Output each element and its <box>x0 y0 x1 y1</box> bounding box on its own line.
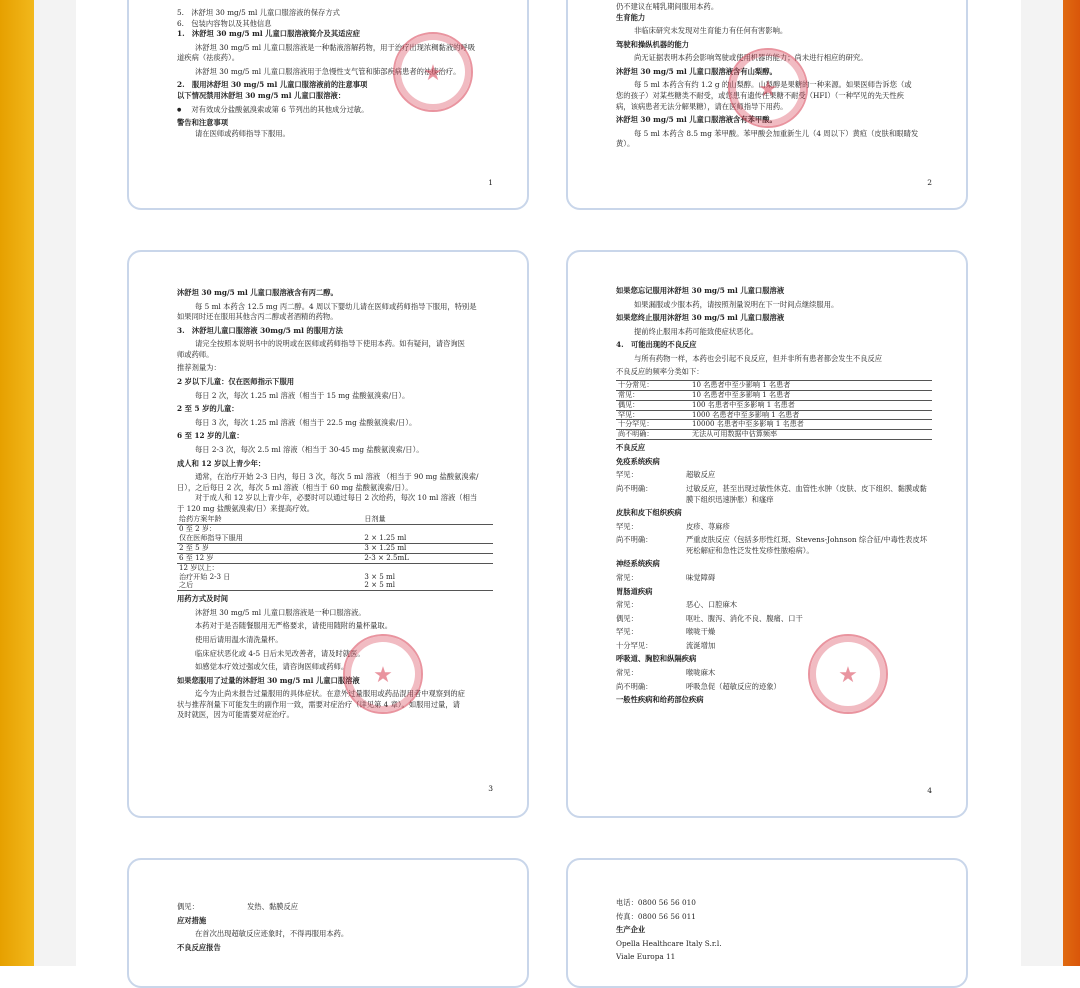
adr-text: 发热、黏膜反应 <box>247 902 299 911</box>
text-line: 每日 2 次，每次 1.25 ml 溶液（相当于 15 mg 盐酸氨溴索/日）。 <box>195 390 410 400</box>
adr-row <box>616 614 932 625</box>
fertility-heading: 生育能力 <box>616 12 646 22</box>
text-line: 迄今为止尚未报告过量服用的具体症状。在意外过量服用或药品混用者中观察到的症 <box>195 689 465 699</box>
leaflet-page-6 <box>566 858 968 988</box>
leaflet-page-1 <box>127 0 529 210</box>
adr-frequency: 十分罕见： <box>616 640 653 650</box>
text-line: 仍不建议在哺乳期间服用本药。 <box>616 2 719 11</box>
measures-heading: 应对措施 <box>177 915 207 925</box>
propylene-heading: 沐舒坦 30 mg/5 ml 儿童口服溶液含有丙二醇。 <box>177 288 338 297</box>
table-cell: 十分罕见： <box>616 420 690 430</box>
table-header: 日剂量 <box>364 515 493 524</box>
adr-frequency: 常见： <box>616 600 638 610</box>
fax-text: 传真：0800 56 56 011 <box>616 911 696 921</box>
right-accent-bar <box>1063 0 1080 966</box>
usage-heading: 用药方式及时间 <box>177 594 229 604</box>
page-number: 4 <box>927 786 932 795</box>
text-line: 及时就医，因为可能需要对症治疗。 <box>177 710 294 720</box>
text-line: 状与推荐剂量下可能发生的副作用一致，需要对症治疗（详见第 4 章）。如服用过量，请 <box>177 699 460 709</box>
text-line: 推荐剂量为： <box>177 363 221 373</box>
text-line: 黄）。 <box>616 139 635 149</box>
warnings-heading: 警告和注意事项 <box>177 118 229 128</box>
table-cell: 治疗开始 2-3 日 <box>179 571 231 581</box>
adr-frequency: 罕见： <box>616 627 638 637</box>
adr-row <box>616 641 932 652</box>
text-line: 师或药师。 <box>177 349 214 359</box>
benzoic-heading: 沐舒坦 30 mg/5 ml 儿童口服溶液含有苯甲酸。 <box>616 115 777 125</box>
adr-text: 味觉障碍 <box>686 572 716 582</box>
text-line: 每日 3 次，每次 1.25 ml 溶液（相当于 22.5 mg 盐酸氨溴索/日）。 <box>195 417 417 427</box>
bullet-item: ● 对有效成分盐酸氨溴索或第 6 节列出的其他成分过敏。 <box>177 105 493 116</box>
adr-row <box>616 600 932 611</box>
adr-row <box>616 535 932 556</box>
text-line: 临床症状恶化或 4-5 日后未见改善者，请及时就医。 <box>195 648 365 658</box>
text-line: 提前终止服用本药可能致使症状恶化。 <box>634 326 759 336</box>
adr-frequency: 尚不明确： <box>616 681 653 691</box>
general-heading: 一般性疾病和给药部位疾病 <box>616 695 704 705</box>
table-cell: 0 至 2 岁： <box>179 524 217 534</box>
table-cell: 仅在医师指导下服用 <box>179 533 243 543</box>
table-cell: 10 名患者中至多影响 1 名患者 <box>690 390 932 400</box>
driving-heading: 驾驶和操纵机器的能力 <box>616 39 689 49</box>
adr-row <box>616 470 932 481</box>
table-header: 给药方案年龄 <box>177 515 364 524</box>
adr-text: 过敏反应，甚至出现过敏性休克、血管性水肿（皮肤、皮下组织、黏膜或黏膜下组织迅速肿胀）和瘙痒 <box>686 483 927 504</box>
adr-text: 呕吐、腹泻、消化不良、腹痛、口干 <box>686 613 803 623</box>
adr-frequency: 尚不明确： <box>616 483 653 493</box>
page-number: 1 <box>488 178 493 187</box>
table-cell: 2 至 5 岁 <box>177 543 364 553</box>
text-line: 不良反应的频率分类如下： <box>616 367 704 377</box>
neuro-heading: 神经系统疾病 <box>616 559 660 569</box>
resp-heading: 呼吸道、胸腔和纵隔疾病 <box>616 654 697 664</box>
adr-row <box>177 902 493 913</box>
table-cell: 12 岁以上： <box>177 563 364 572</box>
text-line: 每日 2-3 次，每次 2.5 ml 溶液（相当于 30-45 mg 盐酸氨溴索/日）。 <box>195 444 424 454</box>
adr-text: 流涎增加 <box>686 640 716 650</box>
text-line: 每 5 ml 本药含 8.5 mg 苯甲酸。苯甲酸会加重新生儿（4 周以下）黄疸（皮肤和眼睛发 <box>634 128 919 138</box>
text-line: 尚无证据表明本药会影响驾驶或使用机器的能力；尚未进行相应的研究。 <box>634 53 868 63</box>
table-cell: 3 × 5 ml <box>364 571 396 581</box>
company-seal <box>728 48 808 128</box>
text-line: 请在医师或药师指导下服用。 <box>195 128 290 138</box>
text-line: 请完全按照本说明书中的说明或在医师或药师指导下使用本药。如有疑问，请咨询医 <box>195 339 465 349</box>
leaflet-page-3 <box>127 250 529 818</box>
text-line: 如感觉本疗效过强或欠佳，请咨询医师或药师。 <box>195 662 349 672</box>
section-2-heading: 2. 服用沐舒坦 30 mg/5 ml 儿童口服溶液前的注意事项 <box>177 80 368 90</box>
table-cell: 2-3 × 2.5mL <box>364 553 493 563</box>
table-cell: 无法从可用数据中估算频率 <box>690 430 932 440</box>
toc-item-5: 5. 沐舒坦 30 mg/5 ml 儿童口服溶液的保存方式 <box>177 8 340 17</box>
text-line: 道疾病（祛痰药）。 <box>177 53 240 63</box>
table-cell: 偶见： <box>616 400 690 410</box>
text-line: 如果同时还在服用其他含丙二醇或者酒精的药物。 <box>177 312 338 322</box>
page-number: 2 <box>927 178 932 187</box>
sorbitol-heading: 沐舒坦 30 mg/5 ml 儿童口服溶液含有山梨醇。 <box>616 66 777 76</box>
adr-frequency: 罕见： <box>616 470 638 480</box>
leaflet-page-2 <box>566 0 968 210</box>
adr-text: 喉咙干燥 <box>686 627 716 637</box>
adr-frequency: 常见： <box>616 572 638 582</box>
skin-heading: 皮肤和皮下组织疾病 <box>616 508 682 518</box>
adr-frequency: 偶见： <box>177 902 199 911</box>
left-margin-strip <box>34 0 76 966</box>
company-seal <box>393 32 473 112</box>
adr-text: 严重皮肤反应（包括多形性红斑、Stevens-Johnson 综合征/中毒性表皮坏死松解症和急性泛发性发疹性脓疱病）。 <box>686 535 928 555</box>
text-line: 日），之后每日 2 次，每次 5 ml 溶液（相当于 60 mg 盐酸氨溴索/日）。 <box>177 482 413 492</box>
dose-table <box>177 515 493 591</box>
phone-text: 电话：0800 56 56 010 <box>616 898 696 907</box>
adr-heading: 不良反应 <box>616 443 646 453</box>
table-cell: 3 × 1.25 ml <box>364 543 493 553</box>
table-cell: 之后 <box>177 581 364 590</box>
immune-heading: 免疫系统疾病 <box>616 456 660 466</box>
text-line: 您的孩子）对某些糖类不耐受，或您患有遗传性果糖不耐受（HFI）（一种罕见的先天性疾 <box>616 91 904 101</box>
adr-row <box>616 627 932 638</box>
text-line: 在首次出现超敏反应迹象时，不得再服用本药。 <box>195 929 349 939</box>
text-line: 如果漏服或少服本药，请按照剂量说明在下一时间点继续服用。 <box>634 299 839 309</box>
table-cell: 10000 名患者中至多影响 1 名患者 <box>690 420 932 430</box>
company-seal <box>343 634 423 714</box>
section-1-heading: 1. 沐舒坦 30 mg/5 ml 儿童口服溶液简介及其适应症 <box>177 29 361 39</box>
adr-text: 恶心、口腔麻木 <box>686 600 738 610</box>
text-line: 与所有药物一样，本药也会引起不良反应，但并非所有患者都会发生不良反应 <box>634 353 883 363</box>
toc-item-6: 6. 包装内容物以及其他信息 <box>177 18 272 28</box>
text-line: 使用后请用温水清洗量杯。 <box>195 635 283 645</box>
adr-text: 喉咙麻木 <box>686 668 716 678</box>
table-cell: 10 名患者中至少影响 1 名患者 <box>690 381 932 391</box>
report-heading: 不良反应报告 <box>177 942 221 952</box>
text-line: 对于成人和 12 岁以上青少年，必要时可以通过每日 2 次给药，每次 10 ml 溶液（相当 <box>195 493 478 503</box>
contraindication-heading: 以下情况禁用沐舒坦 30 mg/5 ml 儿童口服溶液： <box>177 91 346 101</box>
table-cell: 1000 名患者中至多影响 1 名患者 <box>690 410 932 420</box>
adr-text: 呼吸急促（超敏反应的迹象） <box>686 681 781 691</box>
manufacturer-heading: 生产企业 <box>616 925 646 935</box>
section-4-heading: 4. 可能出现的不良反应 <box>616 340 697 350</box>
dose-group-heading: 2 至 5 岁的儿童： <box>177 404 239 414</box>
forgot-heading: 如果您忘记服用沐舒坦 30 mg/5 ml 儿童口服溶液 <box>616 286 785 295</box>
text-line: 每 5 ml 本药含有约 1.2 g 的山梨醇。山梨醇是果糖的一种来源。如果医师告诉您（或 <box>634 80 912 90</box>
table-cell: 100 名患者中至多影响 1 名患者 <box>690 400 932 410</box>
stop-heading: 如果您终止服用沐舒坦 30 mg/5 ml 儿童口服溶液 <box>616 313 785 323</box>
adr-text: 超敏反应 <box>686 470 716 480</box>
text-line: 通常，在治疗开始 2-3 日内，每日 3 次，每次 5 ml 溶液 （相当于 90 mg 盐酸氨溴索/ <box>195 472 479 482</box>
adr-frequency: 尚不明确： <box>616 535 653 545</box>
dose-group-heading: 6 至 12 岁的儿童： <box>177 431 244 441</box>
table-cell: 常见： <box>616 390 690 400</box>
left-accent-bar <box>0 0 34 966</box>
adr-row <box>616 522 932 533</box>
dose-group-heading: 2 岁以下儿童：仅在医师指示下服用 <box>177 377 295 387</box>
text-line: 本药对于是否随餐服用无严格要求，请使用随附的量杯量取。 <box>195 621 393 631</box>
text-line: 沐舒坦 30 mg/5 ml 儿童口服溶液用于急慢性支气管和肺部疾病患者的祛痰治疗。 <box>195 66 461 76</box>
manufacturer-name: Opella Healthcare Italy S.r.l. <box>616 938 722 948</box>
dose-group-heading: 成人和 12 岁以上青少年： <box>177 458 266 468</box>
text-line: 于 120 mg 盐酸氨溴索/日）来提高疗效。 <box>177 503 315 513</box>
table-cell: 2 × 1.25 ml <box>364 533 407 543</box>
right-margin-strip <box>1021 0 1063 966</box>
table-cell: 尚不明确： <box>616 430 690 440</box>
section-3-heading: 3. 沐舒坦儿童口服溶液 30mg/5 ml 的服用方法 <box>177 325 343 335</box>
leaflet-page-5 <box>127 858 529 988</box>
adr-text: 皮疹、荨麻疹 <box>686 521 730 531</box>
adr-frequency: 罕见： <box>616 521 638 531</box>
table-cell: 6 至 12 岁 <box>177 553 364 563</box>
text-line: 沐舒坦 30 mg/5 ml 儿童口服溶液是一种黏液溶解药物，用于治疗出现浓稠黏液的呼吸 <box>195 42 476 52</box>
adr-frequency: 偶见： <box>616 613 638 623</box>
manufacturer-address: Viale Europa 11 <box>616 952 676 962</box>
text-line: 沐舒坦 30 mg/5 ml 儿童口服溶液是一种口服溶液。 <box>195 607 366 617</box>
text-line: 病，该病患者无法分解果糖），请在医师指导下用药。 <box>616 101 788 111</box>
table-cell: 罕见： <box>616 410 690 420</box>
overdose-heading: 如果您服用了过量的沐舒坦 30 mg/5 ml 儿童口服溶液 <box>177 675 360 685</box>
table-cell: 十分常见： <box>616 381 690 391</box>
text-line: 每 5 ml 本药含 12.5 mg 丙二醇。4 周以下婴幼儿请在医师或药师指导下服用，特别是 <box>195 301 477 311</box>
page-number: 3 <box>488 784 493 793</box>
gi-heading: 胃肠道疾病 <box>616 586 653 596</box>
adr-row <box>616 484 932 505</box>
table-cell: 2 × 5 ml <box>364 581 493 590</box>
adr-row <box>616 573 932 584</box>
leaflet-page-4 <box>566 250 968 818</box>
adr-frequency: 常见： <box>616 668 638 678</box>
frequency-table <box>616 380 932 440</box>
company-seal <box>808 634 888 714</box>
text-line: 非临床研究未发现对生育能力有任何有害影响。 <box>634 26 788 36</box>
